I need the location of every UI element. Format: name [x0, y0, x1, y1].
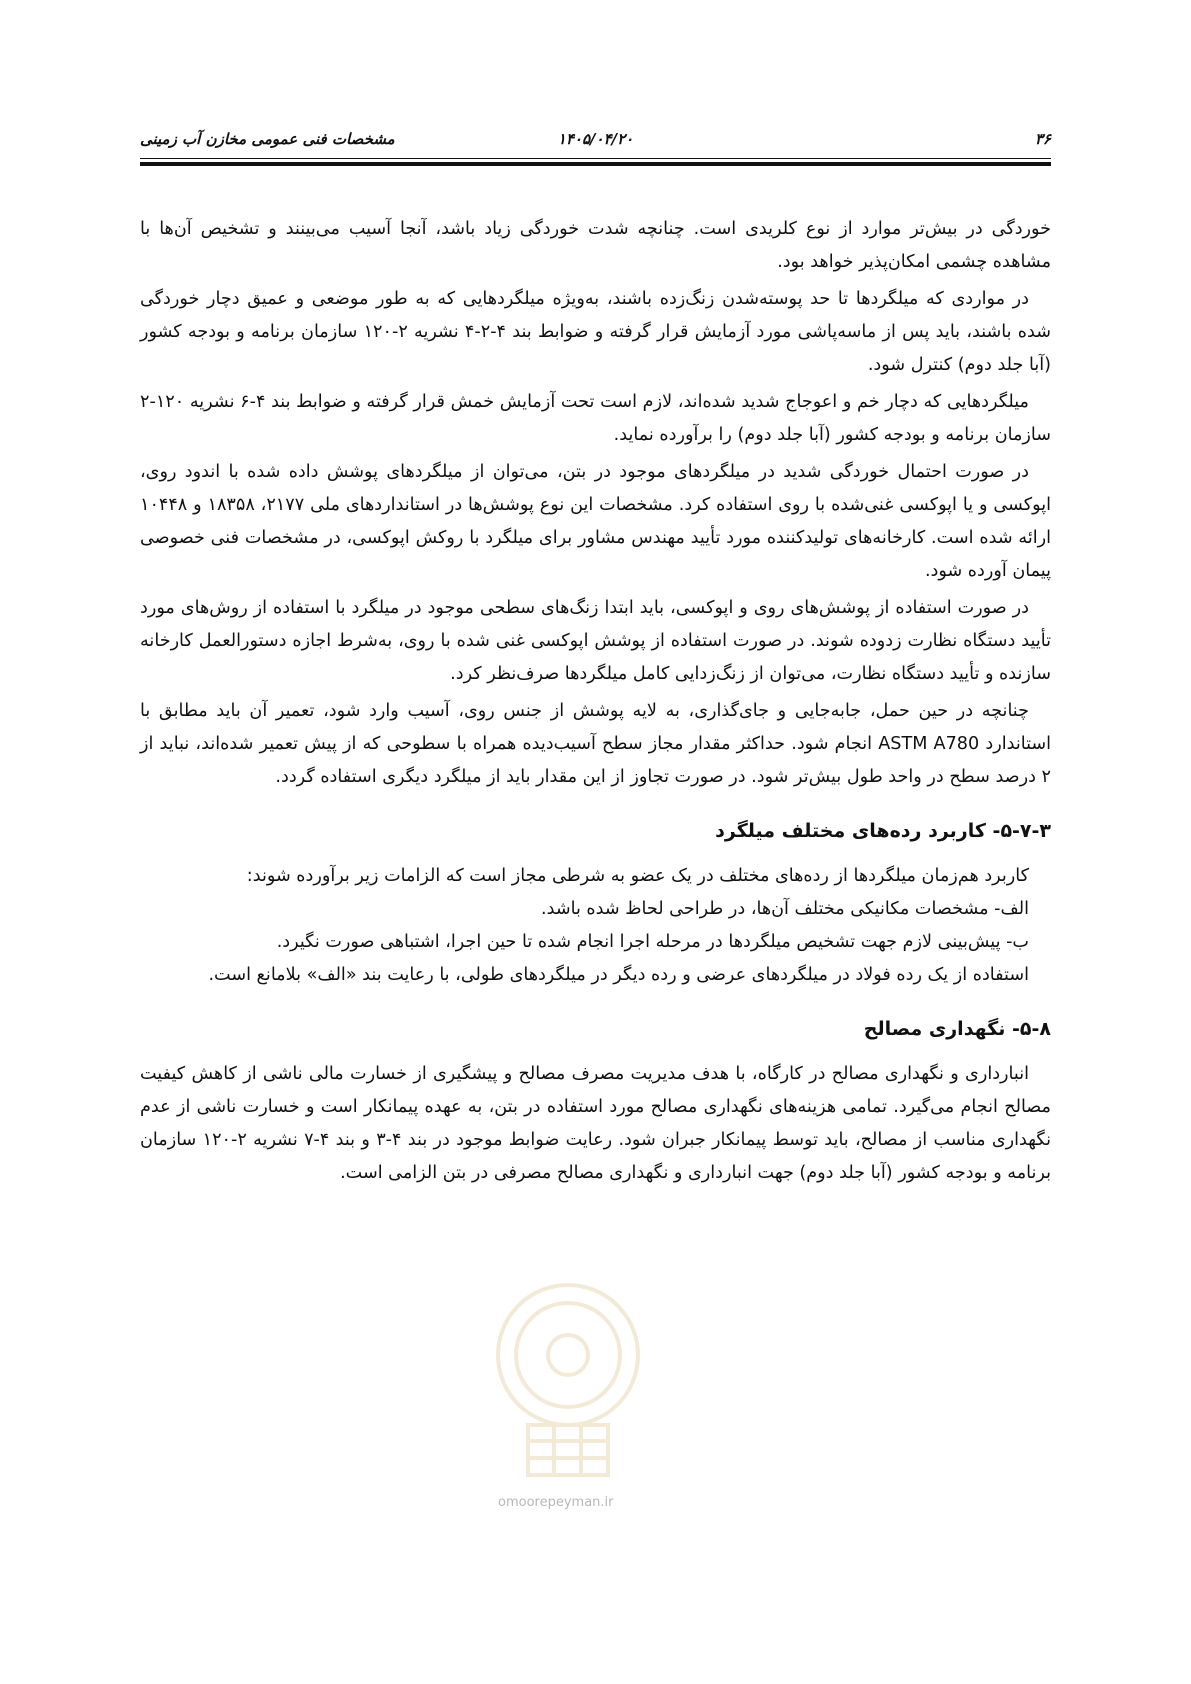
paragraph: در صورت احتمال خوردگی شدید در میلگردهای موجود در بتن، می‌توان از میلگردهای پوشش داده شده با اندود روی، اپوکسی و یا اپوکسی غنی‌شده با روی استفاده کرد. مشخصات این نوع پوشش‌ها در استانداردهای ملی ۲۱۷۷، ۱۸۳۵۸ و ۱۰۴۴۸ ارائه شده است. کارخانه‌های تولیدکننده مورد تأیید مهندس مشاور برای میلگرد با روکش اپوکسی، در مشخصات فنی خصوصی پیمان آورده شود.: [140, 462, 1051, 581]
page-body: [140, 213, 1051, 1194]
paragraph: چنانچه در حین حمل، جابه‌جایی و جای‌گذاری، به لایه پوشش از جنس روی، آسیب وارد شود، تعمیر آن باید مطابق با استاندارد ASTM A780 انجام شود. حداکثر مقدار مجاز سطح آسیب‌دیده همراه با سطوحی که از پیش تعمیر شده‌اند، نباید از ۲ درصد سطح در واحد طول بیش‌تر شود. در صورت تجاوز از این مقدار باید از میلگرد دیگری استفاده گردد.: [140, 701, 1052, 787]
paragraph: خوردگی در بیش‌تر موارد از نوع کلریدی است. چنانچه شدت خوردگی زیاد باشد، آنجا آسیب می‌بینند و تشخیص آن‌ها با مشاهده چشمی امکان‌پذیر خواهد بود.: [140, 219, 1051, 272]
paragraph: در صورت استفاده از پوشش‌های روی و اپوکسی، باید ابتدا زنگ‌های سطحی موجود در میلگرد با استفاده از روش‌های مورد تأیید دستگاه نظارت زدوده شوند. در صورت استفاده از پوشش اپوکسی غنی شده با روی، به‌شرط اجازه دستورالعمل کارخانه سازنده و تأیید دستگاه نظارت، می‌توان از زنگ‌زدایی کامل میلگردها صرف‌نظر کرد.: [140, 598, 1051, 684]
watermark-url: omoorepeyman.ir: [498, 1495, 614, 1510]
watermark-logo: [488, 1275, 648, 1485]
page-header: [140, 130, 1051, 152]
page-number: ۳۶: [1034, 130, 1051, 148]
header-rule-thin: [140, 158, 1051, 159]
list-note: استفاده از یک رده فولاد در میلگردهای عرضی و رده دیگر در میلگردهای طولی، با رعایت بند «الف» بلامانع است.: [208, 965, 1029, 985]
list-intro: کاربرد هم‌زمان میلگردها از رده‌های مختلف در یک عضو به شرطی مجاز است که الزامات زیر برآورده شوند:: [246, 866, 1029, 886]
paragraph: در مواردی که میلگردها تا حد پوسته‌شدن زنگ‌زده باشند، به‌ویژه میلگردهایی که به طور موضعی و عمیق دچار خوردگی شده باشند، باید پس از ماسه‌پاشی مورد آزمایش قرار گرفته و ضوابط بند ۴-۲-۴ نشریه ۲-۱۲۰ سازمان برنامه و بودجه کشور (آبا جلد دوم) کنترل شود.: [140, 289, 1052, 375]
paragraph: میلگردهایی که دچار خم و اعوجاج شدید شده‌اند، لازم است تحت آزمایش خمش قرار گرفته و ضوابط بند ۴-۶ نشریه ۱۲۰-۲ سازمان برنامه و بودجه کشور (آبا جلد دوم) را برآورده نماید.: [140, 392, 1051, 445]
paragraph: انبارداری و نگهداری مصالح در کارگاه، با هدف مدیریت مصرف مصالح و پیشگیری از خسارت مالی ناشی از کاهش کیفیت مصالح انجام می‌گیرد. تمامی هزینه‌های نگهداری مصالح مورد استفاده در بتن، به عهده پیمانکار است و خسارت ناشی از عدم نگهداری مناسب از مصالح، باید توسط پیمانکار جبران شود. رعایت ضوابط موجود در بند ۴-۳ و بند ۴-۷ نشریه ۲-۱۲۰ سازمان برنامه و بودجه کشور (آبا جلد دوم) جهت انبارداری و نگهداری مصالح مصرفی در بتن الزامی است.: [140, 1064, 1051, 1183]
list-item: الف- مشخصات مکانیکی مختلف آن‌ها، در طراحی لحاظ شده باشد.: [541, 899, 1029, 919]
requirements-list: [140, 860, 1029, 992]
section-heading: ۵-۸- نگهداری مصالح: [863, 1018, 1051, 1040]
header-rule-thick: [140, 162, 1051, 166]
header-date: ۱۴۰۵/۰۴/۲۰: [557, 130, 634, 148]
document-title: مشخصات فنی عمومی مخازن آب زمینی: [140, 130, 395, 148]
list-item: ب- پیش‌بینی لازم جهت تشخیص میلگردها در مرحله اجرا انجام شده تا حین اجرا، اشتباهی صورت نگیرد.: [276, 932, 1029, 952]
section-heading: ۵-۷-۳- کاربرد رده‌های مختلف میلگرد: [715, 820, 1051, 842]
